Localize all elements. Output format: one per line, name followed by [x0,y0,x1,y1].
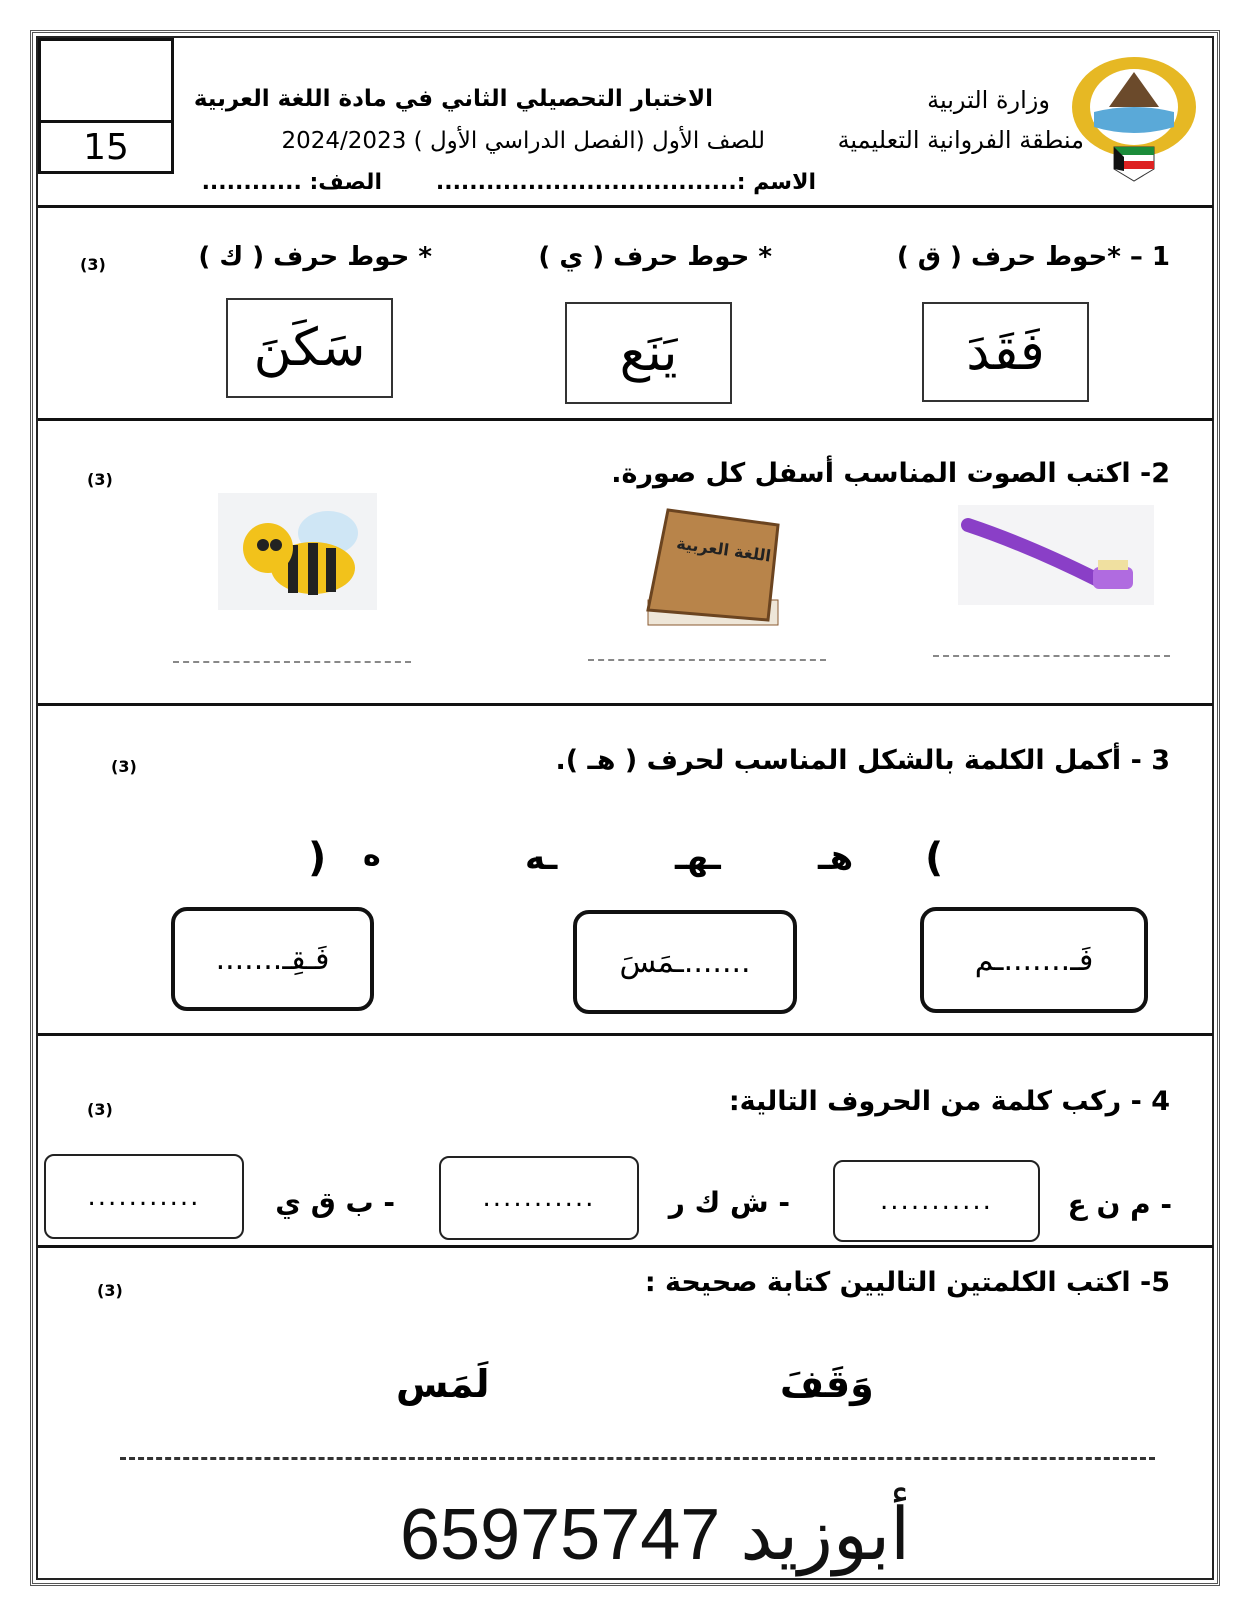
q5-points: (3) [97,1281,123,1300]
answer-line-2[interactable] [588,659,826,661]
score-box [38,38,174,174]
exam-subtitle: للصف الأول (الفصل الدراسي الأول ) 2024/2023 [281,128,765,154]
q3-word-2[interactable]: .......ـمَسَ [573,910,797,1014]
q1-word-1[interactable]: فَقَدَ [922,302,1089,402]
footer-watermark: أبوزيد 65975747 [400,1495,911,1575]
q3-points: (3) [111,757,137,776]
score-value: 15 [83,127,129,168]
q3-title: 3 - أكمل الكلمة بالشكل المناسب لحرف ( هـ ). [555,745,1170,776]
book-title: اللغة العربية [675,533,773,566]
q1-word-2[interactable]: يَنَع [565,302,732,404]
q4-letters-1: - م ن ع [1067,1188,1172,1221]
answer-line-3[interactable] [173,661,411,663]
q5-word-2: لَمَس [396,1362,490,1406]
form-initial: هـ [818,838,854,878]
q3-word-1[interactable]: فَـ.......ـم [920,907,1148,1013]
divider [38,703,1213,706]
form-medial: ـهـ [675,838,721,878]
form-final: ـه [525,838,558,878]
divider [38,1033,1213,1036]
q1-prompt-2: * حوط حرف ( ي ) [538,242,772,272]
q1-prompt-3: * حوط حرف ( ك ) [198,242,432,272]
toothbrush-image [958,505,1154,605]
q2-title: 2- اكتب الصوت المناسب أسفل كل صورة. [611,458,1170,489]
form-paren-close: ) [308,835,327,881]
ministry-name: وزارة التربية [927,86,1050,114]
divider [38,1245,1213,1248]
q4-letters-3: - ب ق ي [275,1186,395,1219]
divider [38,418,1213,421]
q5-word-1: وَقَفَ [780,1362,874,1406]
q4-answer-3[interactable]: ........... [44,1154,244,1239]
kuwait-emblem-icon [1064,52,1204,182]
exam-title: الاختبار التحصيلي الثاني في مادة اللغة العربية [193,86,713,112]
q4-title: 4 - ركب كلمة من الحروف التالية: [728,1086,1170,1117]
q2-points: (3) [87,470,113,489]
q5-answer-line[interactable] [120,1457,1155,1460]
district-name: منطقة الفروانية التعليمية [837,126,1084,154]
q5-title: 5- اكتب الكلمتين التاليين كتابة صحيحة : [644,1267,1170,1298]
q4-answer-1[interactable]: ........... [833,1160,1040,1242]
book-image [638,500,790,635]
answer-line-1[interactable] [933,655,1170,657]
class-field[interactable]: الصف: ............ [201,170,382,195]
q4-letters-2: - ش ك ر [668,1186,790,1219]
divider [38,205,1213,208]
form-paren-open: ( [925,835,944,881]
q3-word-3[interactable]: فَـقِـ....... [171,907,374,1011]
q4-points: (3) [87,1100,113,1119]
q4-answer-2[interactable]: ........... [439,1156,639,1240]
q1-points: (3) [80,255,106,274]
q1-prompt-1: 1 – *حوط حرف ( ق ) [896,242,1170,272]
form-isolated: ه [363,838,381,873]
bee-image [218,493,377,610]
name-field[interactable]: الاسم :.................................... [435,170,816,195]
q1-word-3[interactable]: سَكَنَ [226,298,393,398]
